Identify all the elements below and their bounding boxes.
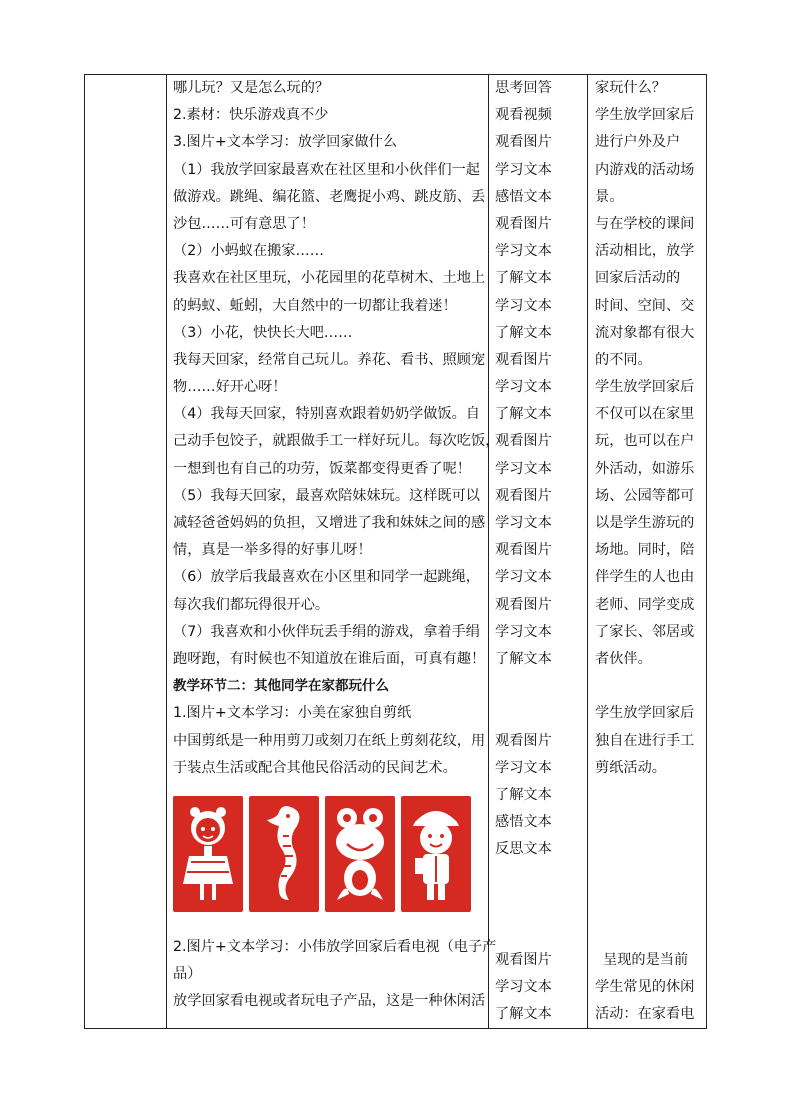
text-line: 观看图片 bbox=[495, 732, 552, 749]
text-line: 伴学生的人也由 bbox=[595, 569, 695, 586]
text-line: 时间、空间、交 bbox=[595, 297, 695, 314]
text-line: 不仅可以在家里 bbox=[595, 406, 695, 423]
text-line: 做游戏。跳绳、编花篮、老鹰捉小鸡、跳皮筋、丢 bbox=[173, 188, 486, 205]
text-line: 观看图片 bbox=[495, 596, 552, 613]
text-line: （2）小蚂蚁在搬家…… bbox=[173, 243, 324, 260]
text-line: 了解文本 bbox=[495, 1006, 552, 1023]
text-line: 了解文本 bbox=[495, 650, 552, 667]
text-line: 独自在进行手工 bbox=[595, 732, 695, 749]
text-line: 学习文本 bbox=[495, 759, 552, 776]
text-line: 观看图片 bbox=[495, 351, 552, 368]
text-line: 活动相比，放学 bbox=[595, 243, 695, 260]
text-line: 哪儿玩？又是怎么玩的？ bbox=[173, 80, 330, 96]
text-line: 观看图片 bbox=[495, 542, 552, 559]
boy-papercut bbox=[401, 796, 471, 912]
text-line: 一想到也有自己的功劳，饭菜都变得更香了呢！ bbox=[173, 460, 471, 477]
column-divider bbox=[166, 75, 167, 1028]
text-line: 学习文本 bbox=[495, 623, 552, 640]
text-line: 流对象都有很大 bbox=[595, 324, 695, 341]
text-line: 中国剪纸是一种用剪刀或刻刀在纸上剪刻花纹，用 bbox=[173, 732, 486, 749]
text-line: 了解文本 bbox=[495, 406, 552, 423]
text-line: 家玩什么？ bbox=[595, 80, 666, 96]
text-line: 内游戏的活动场 bbox=[595, 161, 695, 178]
text-line: 2.素材：快乐游戏真不少 bbox=[173, 107, 329, 124]
text-line: 呈现的是当前 bbox=[603, 952, 689, 968]
text-line: 场、公园等都可 bbox=[595, 487, 695, 504]
text-line: 观看图片 bbox=[495, 134, 552, 151]
text-line: 思考回答 bbox=[495, 80, 552, 96]
text-line: （4）我每天回家，特别喜欢跟着奶奶学做饭。自 bbox=[173, 406, 480, 423]
text-line: 己动手包饺子，就跟做手工一样好玩儿。每次吃饭， bbox=[173, 433, 500, 450]
text-line: 放学回家看电视或者玩电子产品，这是一种休闲活 bbox=[173, 993, 486, 1010]
text-line: 观看视频 bbox=[495, 107, 552, 124]
frog-papercut bbox=[325, 796, 395, 912]
text-line: （6）放学后我最喜欢在小区里和同学一起跳绳， bbox=[173, 569, 480, 586]
text-line: 我每天回家，经常自己玩儿。养花、看书、照顾宠 bbox=[173, 351, 486, 368]
text-line: 老师、同学变成 bbox=[595, 596, 695, 613]
seahorse-papercut bbox=[249, 796, 319, 912]
text-line: 以是学生游玩的 bbox=[595, 515, 695, 531]
text-line: （1）我放学回家最喜欢在社区里和小伙伴们一起 bbox=[173, 161, 480, 178]
activity-column bbox=[495, 75, 583, 1023]
text-line: 活动：在家看电 bbox=[595, 1006, 695, 1023]
text-line: 了解文本 bbox=[495, 786, 552, 803]
text-line: 感悟文本 bbox=[495, 814, 552, 831]
text-line: 感悟文本 bbox=[495, 188, 552, 205]
text-line: 者伙伴。 bbox=[595, 650, 652, 667]
text-line: 观看图片 bbox=[495, 215, 552, 232]
text-line: 玩，也可以在户 bbox=[595, 433, 695, 450]
text-line: 学习文本 bbox=[495, 243, 552, 260]
text-line: 品） bbox=[173, 966, 202, 983]
text-line: 景。 bbox=[595, 188, 624, 205]
text-line: 场地。同时，陪 bbox=[595, 542, 695, 559]
text-line: 外活动，如游乐 bbox=[595, 460, 695, 477]
text-line: 3.图片+文本学习：放学回家做什么 bbox=[173, 134, 398, 151]
text-line: 观看图片 bbox=[495, 433, 552, 450]
text-line: 学生常见的休闲 bbox=[595, 979, 695, 996]
intent-column bbox=[595, 75, 705, 1023]
text-line: 进行户外及户 bbox=[595, 134, 681, 151]
text-line: 了家长、邻居或 bbox=[595, 623, 695, 640]
girl-papercut bbox=[173, 796, 243, 912]
text-line: 学习文本 bbox=[495, 569, 552, 586]
text-line: 观看图片 bbox=[495, 487, 552, 504]
section-title: 教学环节二：其他同学在家都玩什么 bbox=[173, 678, 389, 695]
text-line: 了解文本 bbox=[495, 270, 552, 287]
text-line: 学习文本 bbox=[495, 979, 552, 996]
text-line: 学习文本 bbox=[495, 297, 552, 314]
text-line: 学习文本 bbox=[495, 460, 552, 477]
text-line: 与在学校的课间 bbox=[595, 215, 695, 232]
text-line: 情，真是一举多得的好事儿呀！ bbox=[173, 542, 372, 559]
text-line: 学习文本 bbox=[495, 161, 552, 178]
text-line: 的蚂蚁、蚯蚓，大自然中的一切都让我着迷！ bbox=[173, 297, 457, 314]
text-line: 学习文本 bbox=[495, 379, 552, 396]
text-line: 学习文本 bbox=[495, 515, 552, 531]
text-line: 物……好开心呀！ bbox=[173, 379, 287, 396]
text-line: （7）我喜欢和小伙伴玩丢手绢的游戏，拿着手绢 bbox=[173, 623, 480, 640]
text-line: 了解文本 bbox=[495, 324, 552, 341]
text-line: 跑呀跑，有时候也不知道放在谁后面，可真有趣！ bbox=[173, 650, 486, 667]
text-line: 的不同。 bbox=[595, 351, 652, 368]
text-line: 学生放学回家后 bbox=[595, 379, 695, 396]
text-line: 回家后活动的 bbox=[595, 270, 681, 287]
text-line: 学生放学回家后 bbox=[595, 705, 695, 722]
text-line: 1.图片+文本学习：小美在家独自剪纸 bbox=[173, 705, 412, 722]
text-line: 2.图片+文本学习：小伟放学回家后看电视（电子产 bbox=[173, 938, 497, 955]
text-line: 沙包……可有意思了！ bbox=[173, 215, 315, 232]
text-line: 学生放学回家后 bbox=[595, 107, 695, 124]
text-line: 观看图片 bbox=[495, 952, 552, 968]
lesson-table bbox=[84, 74, 707, 1029]
text-line: 于装点生活或配合其他民俗活动的民间艺术。 bbox=[173, 759, 457, 776]
column-divider bbox=[587, 75, 588, 1028]
text-line: （5）我每天回家，最喜欢陪妹妹玩。这样既可以 bbox=[173, 487, 480, 504]
text-line: 每次我们都玩得很开心。 bbox=[173, 596, 330, 613]
text-line: 我喜欢在社区里玩，小花园里的花草树木、土地上 bbox=[173, 270, 486, 287]
text-line: （3）小花，快快长大吧…… bbox=[173, 324, 353, 341]
text-line: 减轻爸爸妈妈的负担，又增进了我和妹妹之间的感 bbox=[173, 515, 486, 531]
text-line: 剪纸活动。 bbox=[595, 759, 666, 776]
text-line: 反思文本 bbox=[495, 841, 552, 858]
